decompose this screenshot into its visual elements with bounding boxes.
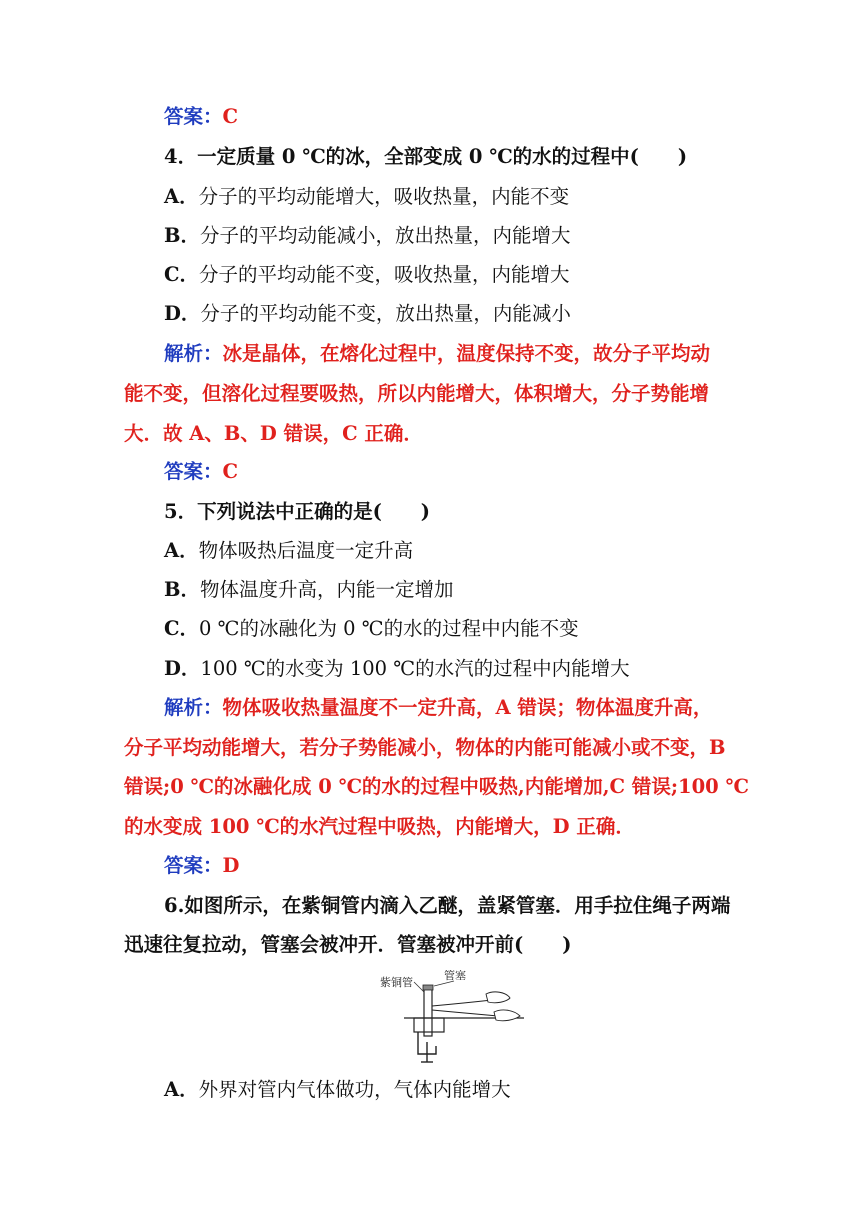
q4-option-b: [164, 223, 790, 249]
answer-line-q3: [164, 104, 790, 130]
option-text: 100 ℃的水变为 100 ℃的水汽的过程中内能增大: [200, 657, 630, 680]
question-4-stem: 4．一定质量 0 ℃的冰，全部变成 0 ℃的水的过程中( ): [164, 145, 688, 168]
question-6-stem-line-1: 6.如图所示，在紫铜管内滴入乙醚，盖紧管塞．用手拉住绳子两端: [164, 894, 731, 917]
question-5-stem: 5．下列说法中正确的是( ): [164, 500, 431, 523]
option-text: 分子的平均动能减小，放出热量，内能增大: [199, 224, 571, 247]
answer-value: C: [222, 460, 239, 483]
q4-option-a: [164, 184, 790, 210]
option-text: 0 ℃的冰融化为 0 ℃的水的过程中内能不变: [199, 617, 579, 640]
option-text: 分子的平均动能不变，吸收热量，内能增大: [199, 263, 570, 286]
q4-analysis-line-3: 大．故 A、B、D 错误，C 正确．: [124, 422, 423, 445]
option-key: C．: [164, 263, 200, 286]
option-text: 分子的平均动能增大，吸收热量，内能不变: [198, 185, 570, 208]
analysis-text: 物体吸收热量温度不一定升高，A 错误；物体温度升高，: [222, 696, 713, 719]
option-key: B．: [164, 578, 200, 601]
q5-analysis-line-1: [164, 695, 790, 721]
analysis-text: 冰是晶体，在熔化过程中，温度保持不变，故分子平均动: [222, 342, 711, 365]
q5-analysis-line-3: 错误;0 ℃的冰融化成 0 ℃的水的过程中吸热,内能增加,C 错误;100 ℃: [124, 775, 749, 798]
question-6-stem-line-2: 迅速往复拉动，管塞会被冲开．管塞被冲开前( ): [124, 933, 572, 956]
option-key: C．: [164, 617, 200, 640]
q4-option-d: [164, 301, 790, 327]
figure-label-tube: 紫铜管: [380, 976, 413, 989]
option-key: A．: [164, 1078, 199, 1101]
answer-value: C: [222, 105, 239, 128]
option-key: A．: [164, 185, 199, 208]
answer-label: 答案：: [164, 854, 223, 877]
q5-option-c: [164, 616, 790, 642]
q5-analysis-line-2: 分子平均动能增大，若分子势能减小，物体的内能可能减小或不变，B: [124, 736, 726, 759]
figure-label-plug: 管塞: [444, 970, 466, 982]
q4-option-c: [164, 262, 790, 288]
answer-label: 答案：: [164, 460, 223, 483]
q4-analysis-line-2: 能不变，但溶化过程要吸热，所以内能增大，体积增大，分子势能增: [124, 382, 710, 405]
answer-line-q5: [164, 853, 790, 879]
option-key: A．: [164, 539, 199, 562]
option-text: 分子的平均动能不变，放出热量，内能减小: [200, 302, 571, 325]
answer-label: 答案：: [164, 105, 223, 128]
option-key: D．: [164, 302, 201, 325]
option-text: 物体温度升高，内能一定增加: [199, 578, 454, 601]
answer-line-q4: [164, 459, 790, 485]
q5-option-a: [164, 538, 790, 564]
analysis-label: 解析：: [164, 342, 223, 365]
q4-analysis-line-1: [164, 341, 790, 367]
q5-option-b: [164, 577, 790, 603]
option-key: B．: [164, 224, 200, 247]
copper-tube-figure: [374, 970, 524, 1070]
analysis-label: 解析：: [164, 696, 223, 719]
q5-analysis-line-4: 的水变成 100 ℃的水汽过程中吸热，内能增大，D 正确．: [124, 815, 635, 838]
option-key: D．: [164, 657, 201, 680]
option-text: 物体吸热后温度一定升高: [198, 539, 414, 562]
answer-value: D: [222, 854, 240, 877]
q6-option-a: [164, 1077, 790, 1103]
q5-option-d: [164, 656, 790, 682]
option-text: 外界对管内气体做功，气体内能增大: [198, 1078, 511, 1101]
